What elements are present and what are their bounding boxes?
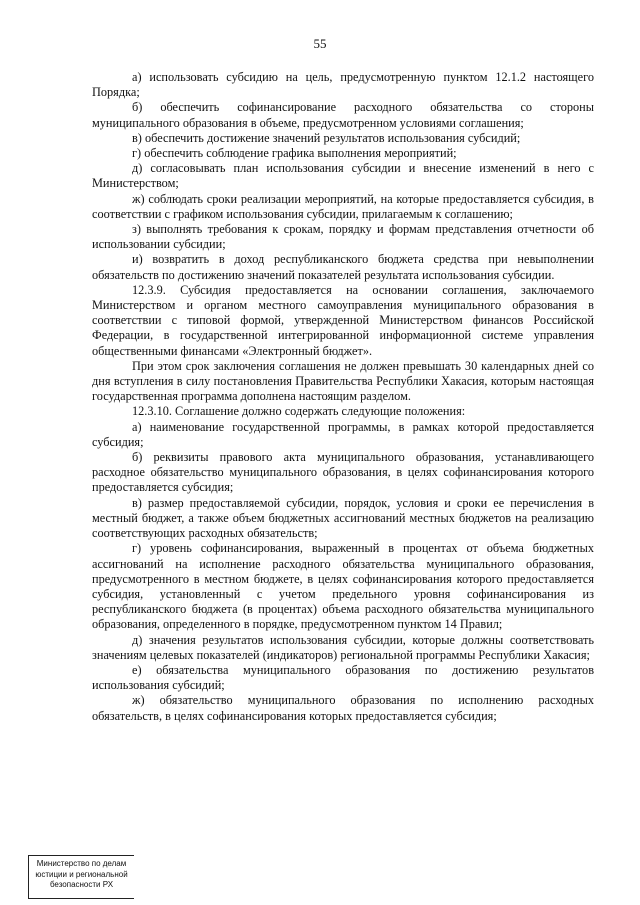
- paragraph: б) обеспечить софинансирование расходного обязательства со стороны муниципального образования в объеме, предусмотренном условиями соглашения;: [92, 100, 594, 130]
- document-body: [92, 70, 594, 724]
- paragraph: д) значения результатов использования субсидии, которые должны соответствовать значениям целевых показателей (индикаторов) региональной программы Республики Хакасия;: [92, 632, 594, 662]
- paragraph: 12.3.10. Соглашение должно содержать следующие положения:: [132, 404, 466, 419]
- stamp-line: Министерство по делам: [36, 859, 127, 868]
- ministry-stamp: [28, 855, 134, 899]
- paragraph: а) наименование государственной программы, в рамках которой предоставляется субсидия;: [92, 419, 594, 449]
- paragraph: При этом срок заключения соглашения не должен превышать 30 календарных дней со дня вступления в силу постановления Правительства Республики Хакасия, которым настоящая государственная программа дополнена настоящим разделом.: [92, 358, 594, 404]
- paragraph: г) уровень софинансирования, выраженный в процентах от объема бюджетных ассигнований на исполнение расходного обязательства муниципального образования, предусмотренного в местном бюджете, в целях софинансирования которого предоставляется субсидия, установленный с учетом предельного уровня софинансирования из республиканского бюджета (в процентах) объема расходного обязательства муниципального образования, определенного в порядке, предусмотренном пунктом 14 Правил;: [92, 541, 594, 632]
- paragraph: ж) соблюдать сроки реализации мероприятий, на которые предоставляется субсидия, в соответствии с графиком использования субсидии, прилагаемым к соглашению;: [92, 191, 594, 221]
- paragraph: е) обязательства муниципального образования по достижению результатов использования субсидий;: [92, 662, 594, 693]
- paragraph: д) согласовывать план использования субсидии и внесение изменений в него с Министерством;: [92, 161, 594, 191]
- paragraph: ж) обязательство муниципального образования по исполнению расходных обязательств, в целях софинансирования которых предоставляется субсидия;: [92, 693, 594, 723]
- paragraph: а) использовать субсидию на цель, предусмотренную пунктом 12.1.2 настоящего Порядка;: [92, 70, 594, 100]
- stamp-line: юстиции и региональной: [35, 869, 128, 879]
- paragraph: 12.3.9. Субсидия предоставляется на основании соглашения, заключаемого Министерством и органом местного самоуправления муниципального образования в соответствии с типовой формой, утвержденной Министерством финансов Российской Федерации, в государственной интегрированной информационной системе управления общественными финансами «Электронный бюджет».: [92, 282, 594, 358]
- paragraph: и) возвратить в доход республиканского бюджета средства при невыполнении обязательств по достижению значений показателей результата использования субсидии.: [92, 252, 594, 282]
- paragraph: г) обеспечить соблюдение графика выполнения мероприятий;: [132, 146, 457, 161]
- paragraph: в) размер предоставляемой субсидии, порядок, условия и сроки ее перечисления в местный бюджет, а также объем бюджетных ассигнований местных бюджетов на реализацию соответствующих расходных обязательств;: [92, 495, 594, 541]
- stamp-line: безопасности РХ: [49, 880, 114, 889]
- paragraph: з) выполнять требования к срокам, порядку и формам представления отчетности об использовании субсидии;: [92, 222, 594, 252]
- paragraph: б) реквизиты правового акта муниципального образования, устанавливающего расходное обязательство муниципального образования, в целях софинансирования которого предоставляется субсидия;: [92, 450, 594, 495]
- page-number: 55: [313, 36, 327, 51]
- paragraph: в) обеспечить достижение значений результатов использования субсидий;: [132, 130, 521, 145]
